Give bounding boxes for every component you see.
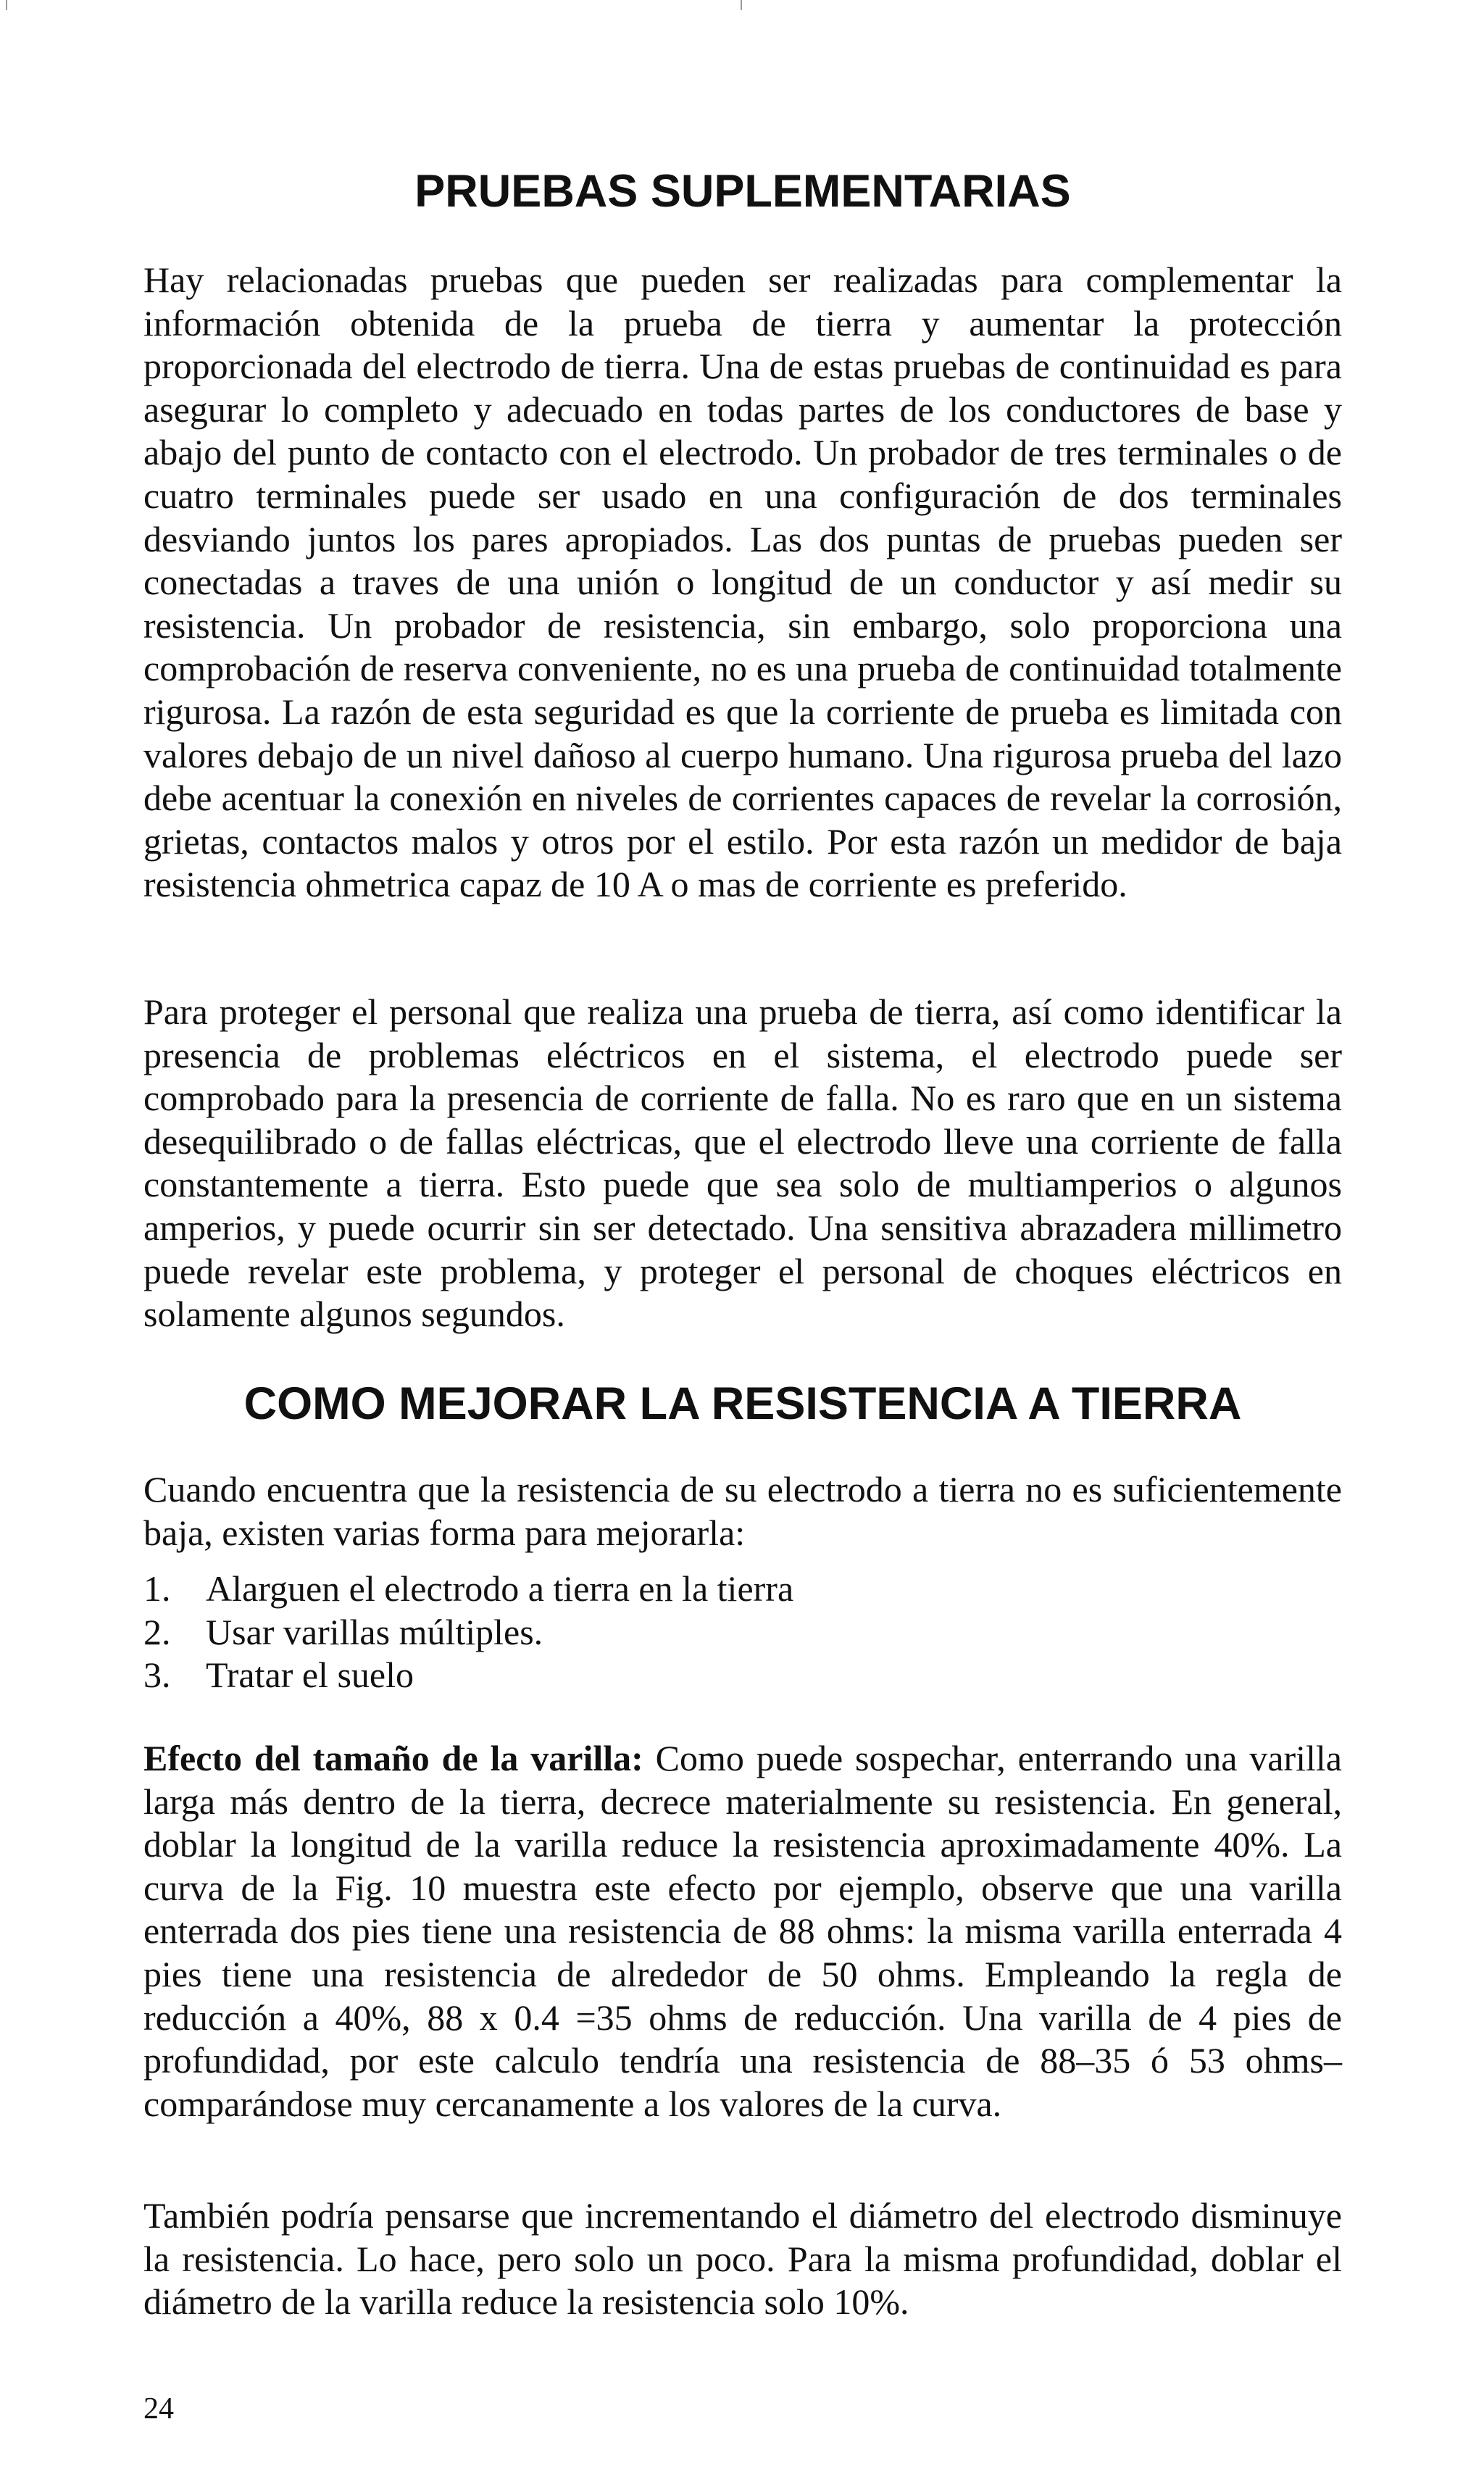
section-title-supplementary-tests: PRUEBAS SUPLEMENTARIAS — [414, 166, 1071, 217]
list-item-number: 2. — [143, 1611, 171, 1652]
paragraph-rod-diameter: También podría pensarse que incrementando el diámetro del electrodo disminuye la resistencia. Lo hace, pero solo un poco. Para la misma profundidad, doblar el diámetro de la varilla reduce la resistencia solo 10%. — [143, 2195, 1342, 2323]
list-item-number: 1. — [143, 1568, 171, 1609]
paragraph-continuity-tests: Hay relacionadas pruebas que pueden ser realizadas para complementar la información obtenida de la prueba de tierra y aumentar la protección proporcionada del electrodo de tierra. Una de estas pruebas de continuidad es para asegurar lo completo y adecuado en todas partes de los conductores de base y abajo del punto de contacto con el electrodo. Un probador de tres terminales o de cuatro terminales puede ser usado en una configuración de dos terminales desviando juntos los pares apropiados. Las dos puntas de pruebas pueden ser conectadas a traves de una unión o longitud de un conductor y así medir su resistencia. Un probador de resistencia, sin embargo, solo proporciona una comprobación de reserva conveniente, no es una prueba de continuidad totalmente rigurosa. La razón de esta seguridad es que la corriente de prueba es limitada con valores debajo de un nivel dañoso al cuerpo humano. Una rigurosa prueba del lazo debe acentuar la conexión en niveles de corrientes capaces de revelar la corrosión, grietas, contactos malos y otros por el estilo. Por esta razón un medidor de baja resistencia ohmetrica capaz de 10 A o mas de corriente es preferido. — [143, 259, 1342, 905]
page-number: 24 — [143, 2392, 174, 2426]
paragraph-fault-current: Para proteger el personal que realiza una prueba de tierra, así como identificar la presencia de problemas eléctricos en el sistema, el electrodo puede ser comprobado para la presencia de corriente de falla. No es raro que en un sistema desequilibrado o de fallas eléctricas, que el electrodo lleve una corriente de falla constantemente a tierra. Esto puede que sea solo de multiamperios o algunos amperios, y puede ocurrir sin ser detectado. Una sensitiva abrazadera millimetro puede revelar este problema, y proteger el personal de choques eléctricos en solamente algunos segundos. — [143, 991, 1342, 1335]
list-item — [143, 1611, 1342, 1654]
list-item — [143, 1654, 1342, 1697]
crop-mark-center — [741, 0, 742, 10]
improvement-methods-list — [143, 1568, 1342, 1697]
list-item-text: Usar varillas múltiples. — [206, 1611, 543, 1652]
paragraph-rod-size-effect — [143, 1737, 1342, 2126]
paragraph-improve-intro: Cuando encuentra que la resistencia de su electrodo a tierra no es suficientemente baja, existen varias forma para mejorarla: — [143, 1469, 1342, 1553]
crop-mark-left — [6, 0, 7, 10]
section-title-improve-resistance: COMO MEJORAR LA RESISTENCIA A TIERRA — [243, 1378, 1242, 1429]
list-item-text: Alarguen el electrodo a tierra en la tierra — [206, 1568, 794, 1609]
list-item — [143, 1568, 1342, 1611]
list-item-text: Tratar el suelo — [206, 1654, 414, 1696]
rod-size-label: Efecto del tamaño de la varilla: — [143, 1738, 643, 1778]
list-item-number: 3. — [143, 1654, 171, 1696]
rod-size-text: Como puede sospechar, enterrando una varilla larga más dentro de la tierra, decrece materialmente su resistencia. En general, doblar la longitud de la varilla reduce la resistencia aproximadamente 40%. La curva de la Fig. 10 muestra este efecto por ejemplo, observe que una varilla enterrada dos pies tiene una resistencia de 88 ohms: la misma varilla enterrada 4 pies tiene una resistencia de alrededor de 50 ohms. Empleando la regla de reducción a 40%, 88 x 0.4 =35 ohms de reducción. Una varilla de 4 pies de profundidad, por este calculo tendría una resistencia de 88–35 ó 53 ohms–comparándose muy cercanamente a los valores de la curva. — [143, 1738, 1342, 2124]
